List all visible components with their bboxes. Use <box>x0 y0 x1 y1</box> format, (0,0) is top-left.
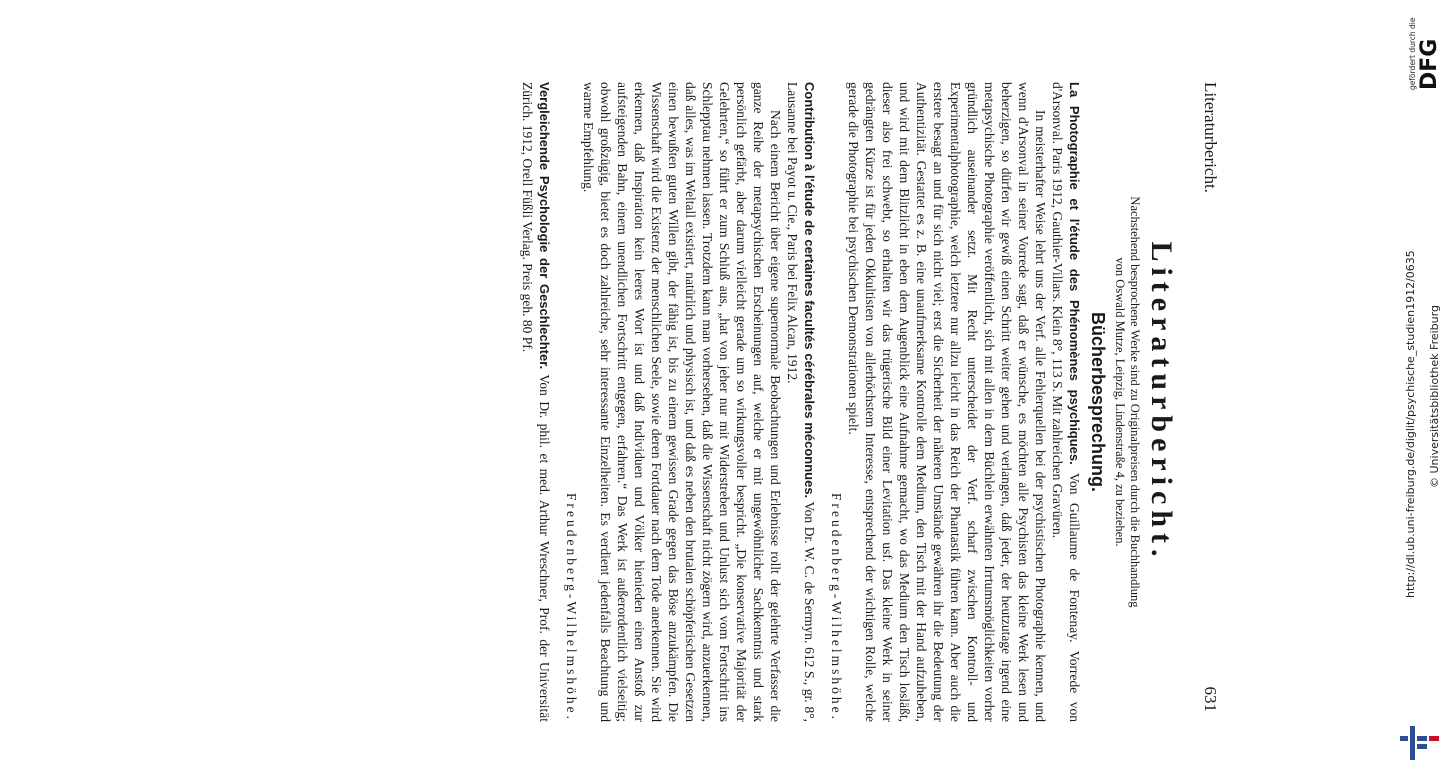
entry-signature: Freudenberg-Wilhelmshöhe. <box>564 492 579 722</box>
entry-biblio: Von Guillaume de Fontenay. Vorrede von d'Arsonval. Paris 1912, Gauthier-Villars. Klein 8°, 113 S. Mit zahlreichen Gravüren. <box>1050 82 1082 722</box>
review-entry <box>519 82 553 722</box>
section-heading: Bücherbesprechung. <box>1088 311 1108 493</box>
document-url[interactable]: http://dl.ub.uni-freiburg.de/diglit/psychische_studien1912/0635 <box>1404 250 1417 598</box>
entry-citation <box>519 82 553 722</box>
dfg-logo <box>1408 6 1440 90</box>
review-entry <box>563 82 818 722</box>
page-number: 631 <box>1201 686 1220 712</box>
running-header <box>1180 82 1220 722</box>
entry-body: In meisterhafter Weise lehrt uns der Verf. alle Fehlerquellen bei der psychistischen Photographie kennen, und wenn d'Arsonval in seiner Vorrede sagt, daß er wünsche, es möchten alle Psychisten das kleine Werk lesen und beherzigen, so dürfen wir gewiß einen Schritt weiter gehen und verlangen, daß jeder, der heutzutage irgend eine metapsychische Photographie veröffentlicht, sich mit allen in dem Büchlein erwähnten Irrtumsmöglichkeiten vorher gründlich auseinander setzt. Mit Recht unterscheidet der Verf. scharf zwischen Kontroll- und Experimentalphotographie, welch letztere nur allzu leicht in das Reich der Phantastik führen kann. Aber auch die erstere besagt an und für sich nicht viel; erst die Sicherheit der näheren Umstände gewähren ihr die Bedeutung der Authentizität. Gestattet es z. B. eine unaufmerksame Kontrolle dem Medium, den Tisch mit der Hand aufzuheben, und wird mit dem Blitzlicht in eben dem Augenblick eine Aufnahme gemacht, wo das Medium den Tisch losläßt, dieser also frei schwebt, so erhalten wir das trügerische Bild einer Levitation usf. Das kleine Werk in seiner gedrängten Kürze ist für jeden Okkultisten von allerhöchstem Interesse, entsprechend der wichtigen Rolle, welche gerade die Photographie bei psychischen Demonstrationen spielt. <box>846 82 1048 722</box>
entry-biblio: Von Dr. phil. et med. Arthur Wreschner, Prof. der Universität Zürich. 1912, Orell Füßli Verlag. Preis geh. 80 Pf. <box>520 82 552 722</box>
entry-body: Nach einem Bericht über eigene supernormale Beobachtungen und Erlebnisse rollt der gelehrte Verfasser die ganze Reihe der metapsychischen Erscheinungen auf, welche er mit ungewöhnlicher Sachkenntnis und stark persönlich gefärbt, aber darum vielleicht gerade um so wirkungsvoller bespricht. „Die konservative Majorität der Gelehrten,“ so führt er zum Schluß aus, „hat von jeher nur mit Widerstreben und Unlust sich vom Fortschritt ins Schlepptau nehmen lassen. Trotzdem kann man vorhersehen, daß die Wissenschaft nicht zögern wird, anzuerkennen, daß alles, was im Weltall existiert, natürlich und physisch ist, und daß es neben den brutalen schöpferischen Gesetzen einen bewußten guten Willen gibt, der fähig ist, bis zu einem gewissen Grade gegen das Böse anzukämpfen. Die Wissenschaft wird die Existenz der menschlichen Seele, sowie deren Fortdauer nach dem Tode anerkennen. Sie wird erkennen, daß Inspiration kein leeres Wort ist und daß Individuen und Völker hienieden einen Anstoß zur aufsteigenden Bahn, einem unendlichen Fortschritt entgegen, erfahren.“ Das Werk ist außerordentlich vielseitig; obwohl großzügig, bietet es doch zahlreiche, sehr interessante Einzelheiten. Es verdient jedenfalls Beachtung und warme Empfehlung. <box>581 82 783 722</box>
page-title: Literaturbericht. <box>1145 241 1178 563</box>
copyright-text: © Universitätsbibliothek Freiburg <box>1428 305 1441 488</box>
review-entry <box>828 82 1083 722</box>
entry-title: Contribution à l'étude de certaines facultés cérébrales méconnues. <box>802 82 817 499</box>
library-logo-icon <box>1396 722 1442 764</box>
dfg-wordmark: DFG <box>1417 38 1442 90</box>
entry-signature: Freudenberg-Wilhelmshöhe. <box>829 492 844 722</box>
running-head: Literaturbericht. <box>1201 82 1220 193</box>
entry-biblio: Von Dr. W. C. de Sermyn. 612 S., gr. 8°, Lausanne bei Payot u. Cie., Paris bei Felix Alcan, 1912. <box>785 82 817 722</box>
entry-citation <box>1049 82 1083 722</box>
scanned-page <box>70 82 1220 722</box>
entry-title: Vergleichende Psychologie der Geschlechter. <box>537 82 552 370</box>
entry-title: La Photographie et l'étude des Phénomènes psychiques. <box>1067 82 1082 465</box>
entry-citation <box>784 82 818 722</box>
intro-line: von Oswald Mutze, Leipzig, Lindenstraße 4, zu beziehen. <box>1113 257 1127 547</box>
intro-line: Nachstehend besprochene Werke sind zu Originalpreisen durch die Buchhandlung <box>1128 196 1142 608</box>
intro-note <box>1112 82 1142 722</box>
dfg-funding-text: gefördert durch die <box>1408 17 1417 90</box>
